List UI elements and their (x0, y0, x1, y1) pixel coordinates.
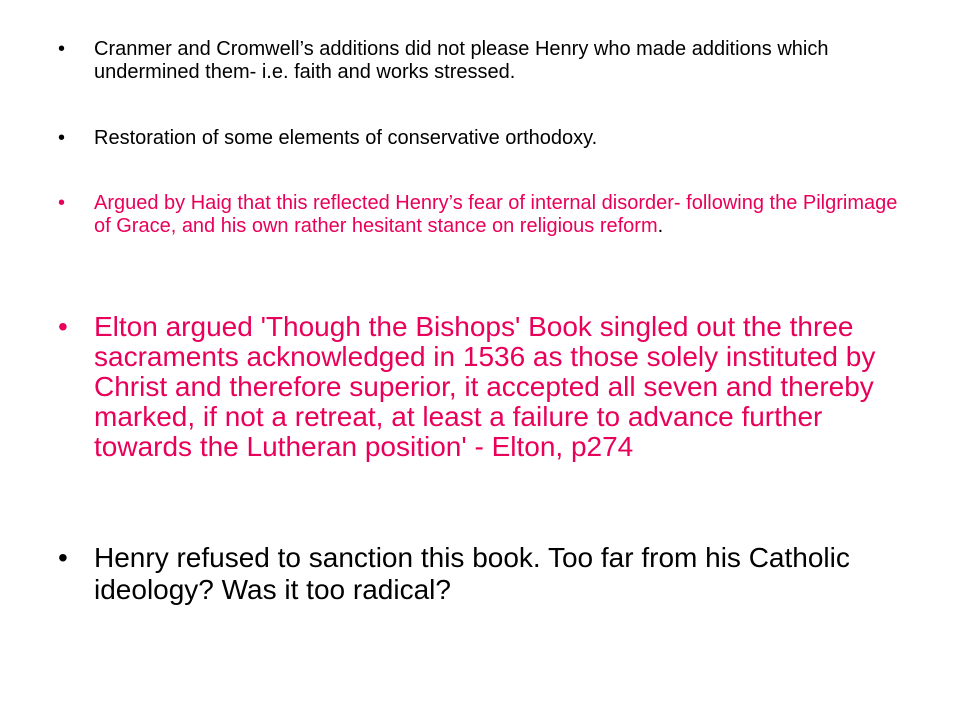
bullet-text-5: Henry refused to sanction this book. Too far from his Catholic ideology? Was it too radical? (94, 542, 850, 605)
bullet-dot: • (58, 127, 66, 149)
bullet-item-2 (58, 127, 918, 150)
bullet-item-4 (58, 312, 918, 462)
bullet-item-1 (58, 38, 918, 84)
bullet-text-3-tail: . (657, 215, 664, 237)
bullet-text-1: Cranmer and Cromwell’s additions did not please Henry who made additions which undermined them- i.e. faith and works stressed. (94, 38, 829, 83)
bullet-dot: • (58, 311, 68, 342)
bullet-text-3-wrapper (94, 192, 918, 238)
bullet-text-2: Restoration of some elements of conservative orthodoxy. (94, 127, 598, 149)
bullet-dot: • (58, 192, 66, 214)
bullet-text-4: Elton argued 'Though the Bishops' Book singled out the three sacraments acknowledged in 1536 as those solely instituted by Christ and therefore superior, it accepted all seven and thereby marked, if not a retreat, at least a failure to advance further towards the Lutheran position' - Elton, p274 (94, 311, 876, 462)
bullet-dot: • (58, 38, 66, 60)
bullet-dot: • (58, 542, 68, 573)
bullet-item-3 (58, 192, 918, 238)
bullet-text-3: Argued by Haig that this reflected Henry’s fear of internal disorder- following the Pilgrimage of Grace, and his own rather hesitant stance on religious reform (94, 192, 898, 237)
bullet-item-5 (58, 542, 918, 606)
